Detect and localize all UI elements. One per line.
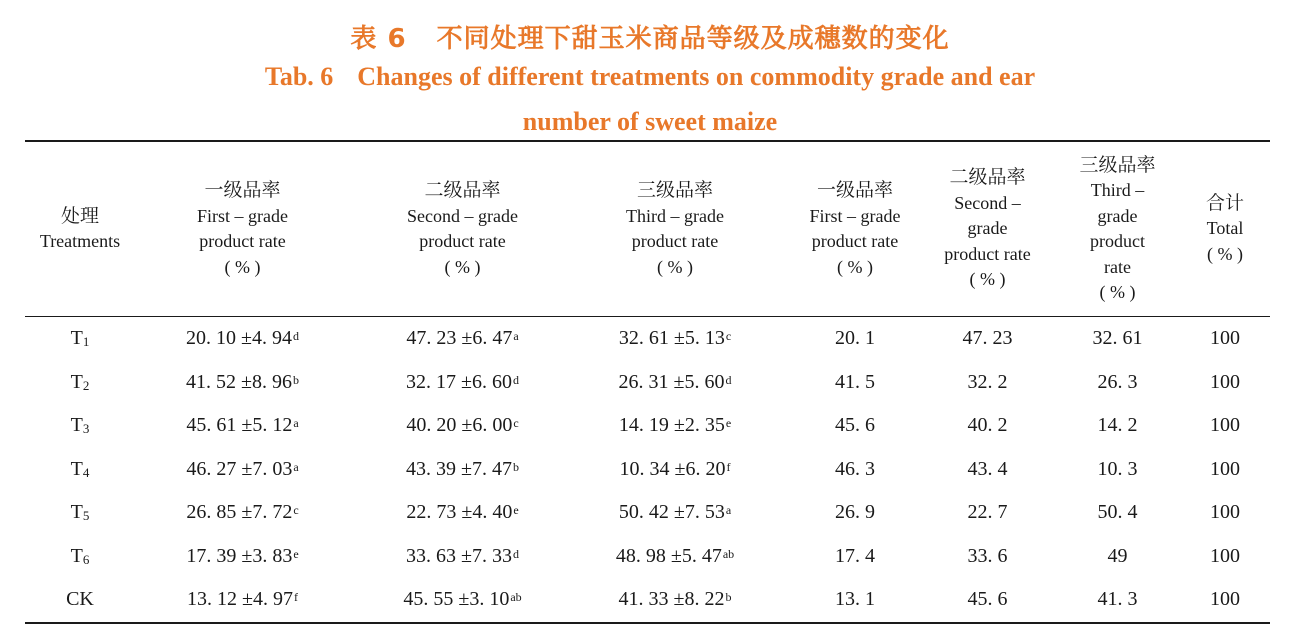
table-caption-en-1: Changes of different treatments on commodity grade and ear — [357, 62, 1036, 91]
header-first-grade-rate-mean — [775, 145, 935, 313]
cell-total: 100 — [1210, 457, 1240, 480]
cell-first-mean: 41. 5 — [835, 370, 875, 393]
header-total-cn: 合计 — [1205, 191, 1244, 214]
header-third-b-en3: product — [1090, 231, 1145, 251]
table-top-rule — [25, 140, 1270, 142]
header-second-en1: Second – grade — [407, 205, 518, 226]
cell-treatment: T $_6$ — [70, 544, 90, 567]
table-row — [0, 318, 1300, 358]
table-row — [0, 579, 1300, 619]
table-header-rule — [25, 316, 1270, 317]
header-first-cn: 一级品率 — [204, 179, 281, 201]
cell-total: 100 — [1210, 587, 1240, 610]
header-first-b-unit: ( % ) — [837, 256, 873, 277]
header-total — [1175, 145, 1275, 313]
cell-third-mean: 10. 3 — [1097, 457, 1138, 480]
table-title-en-line1 — [0, 62, 1300, 92]
header-third-en1: Third – grade — [626, 205, 724, 226]
cell-second-mean: 45. 6 — [967, 587, 1008, 610]
table-row — [0, 449, 1300, 489]
cell-total: 100 — [1210, 326, 1240, 349]
table-row — [0, 492, 1300, 532]
cell-first-rate: 20. 10 ±4. 94 $^d$ — [186, 326, 299, 349]
cell-total: 100 — [1210, 544, 1240, 567]
cell-treatment: T $_1$ — [70, 326, 90, 349]
cell-third-mean: 41. 3 — [1097, 587, 1138, 610]
header-first-grade-rate — [135, 145, 350, 313]
header-second-b-en2: grade — [967, 218, 1008, 239]
header-second-b-en1: Second – — [954, 192, 1021, 213]
header-first-b-cn: 一级品率 — [816, 179, 893, 201]
header-treatments-en: Treatments — [39, 231, 121, 251]
cell-third-mean: 49 — [1107, 544, 1128, 567]
cell-first-mean: 17. 4 — [835, 544, 875, 567]
cell-third-rate: 14. 19 ±2. 35 $^e$ — [618, 413, 732, 436]
cell-second-mean: 40. 2 — [967, 413, 1008, 436]
header-treatments-cn: 处理 — [60, 204, 99, 227]
header-third-b-cn: 三级品率 — [1079, 153, 1156, 176]
table-title-en-line2: number of sweet maize — [522, 107, 778, 136]
header-first-en2: product rate — [199, 231, 286, 251]
header-treatments — [25, 145, 135, 313]
cell-first-rate: 41. 52 ±8. 96 $^b$ — [186, 370, 299, 393]
cell-second-rate: 45. 55 ±3. 10 $^{ab}$ — [403, 587, 522, 610]
cell-treatment: CK — [66, 587, 94, 610]
cell-first-mean: 45. 6 — [835, 413, 875, 436]
cell-treatment: T $_3$ — [70, 413, 90, 436]
header-second-grade-rate-mean — [935, 145, 1040, 313]
cell-total: 100 — [1210, 500, 1240, 523]
header-third-grade-rate-mean — [1040, 145, 1195, 313]
header-third-cn: 三级品率 — [636, 179, 713, 201]
cell-first-rate: 45. 61 ±5. 12 $^a$ — [186, 413, 299, 436]
cell-total: 100 — [1210, 413, 1240, 436]
cell-third-mean: 32. 61 — [1092, 326, 1143, 349]
cell-second-rate: 33. 63 ±7. 33 $^d$ — [406, 544, 519, 567]
cell-third-rate: 50. 42 ±7. 53 $^a$ — [618, 500, 732, 523]
cell-second-mean: 43. 4 — [967, 457, 1008, 480]
header-second-cn: 二级品率 — [424, 179, 501, 201]
header-third-unit: ( % ) — [657, 256, 693, 277]
header-first-en1: First – grade — [197, 205, 288, 226]
cell-second-mean: 47. 23 — [962, 326, 1013, 349]
cell-treatment: T $_4$ — [70, 457, 90, 480]
cell-first-mean: 46. 3 — [835, 457, 875, 480]
header-third-b-en4: rate — [1104, 256, 1131, 277]
cell-third-mean: 50. 4 — [1097, 500, 1138, 523]
cell-second-mean: 33. 6 — [967, 544, 1008, 567]
cell-treatment: T $_2$ — [70, 370, 90, 393]
cell-second-mean: 32. 2 — [967, 370, 1008, 393]
cell-first-mean: 13. 1 — [835, 587, 875, 610]
header-first-b-en1: First – grade — [809, 205, 901, 226]
table-row — [0, 536, 1300, 576]
cell-third-rate: 10. 34 ±6. 20 $^f$ — [619, 457, 731, 480]
cell-total: 100 — [1210, 370, 1240, 393]
cell-second-rate: 32. 17 ±6. 60 $^d$ — [406, 370, 519, 393]
table-number-cn: 表 6 — [350, 24, 407, 54]
cell-second-mean: 22. 7 — [967, 500, 1008, 523]
header-second-en2: product rate — [419, 231, 506, 251]
header-first-b-en2: product rate — [811, 231, 899, 251]
cell-third-mean: 26. 3 — [1097, 370, 1138, 393]
cell-third-rate: 48. 98 ±5. 47 $^{ab}$ — [615, 544, 735, 567]
cell-treatment: T $_5$ — [70, 500, 90, 523]
table-bottom-rule — [25, 622, 1270, 624]
table-caption-cn: 不同处理下甜玉米商品等级及成穗数的变化 — [436, 24, 950, 54]
header-third-b-en2: grade — [1097, 205, 1138, 226]
table-title-cn — [0, 18, 1300, 55]
table-row — [0, 405, 1300, 445]
cell-first-rate: 26. 85 ±7. 72 $^c$ — [186, 500, 299, 523]
cell-first-rate: 13. 12 ±4. 97 $^f$ — [187, 587, 298, 610]
header-third-b-unit: ( % ) — [1099, 282, 1136, 302]
cell-second-rate: 47. 23 ±6. 47 $^a$ — [406, 326, 519, 349]
table-number-en: Tab. 6 — [264, 62, 334, 91]
header-third-b-en1: Third – — [1090, 180, 1145, 200]
header-second-b-cn: 二级品率 — [949, 166, 1026, 189]
header-second-grade-rate — [350, 145, 575, 313]
header-second-unit: ( % ) — [444, 256, 481, 277]
cell-third-rate: 26. 31 ±5. 60 $^d$ — [618, 370, 732, 393]
header-total-unit: ( % ) — [1207, 243, 1243, 264]
cell-third-rate: 41. 33 ±8. 22 $^b$ — [618, 587, 732, 610]
header-third-grade-rate — [575, 145, 775, 313]
cell-third-rate: 32. 61 ±5. 13 $^c$ — [618, 326, 732, 349]
cell-first-mean: 20. 1 — [835, 326, 875, 349]
cell-first-rate: 17. 39 ±3. 83 $^e$ — [186, 544, 299, 567]
cell-second-rate: 40. 20 ±6. 00 $^c$ — [406, 413, 519, 436]
table-row — [0, 362, 1300, 402]
header-total-en: Total — [1206, 218, 1244, 239]
cell-second-rate: 22. 73 ±4. 40 $^e$ — [406, 500, 519, 523]
cell-third-mean: 14. 2 — [1097, 413, 1138, 436]
header-third-en2: product rate — [631, 231, 719, 251]
cell-first-mean: 26. 9 — [835, 500, 875, 523]
header-second-b-en3: product rate — [944, 243, 1031, 264]
header-second-b-unit: ( % ) — [969, 269, 1006, 290]
cell-first-rate: 46. 27 ±7. 03 $^a$ — [186, 457, 299, 480]
header-first-unit: ( % ) — [224, 256, 261, 277]
cell-second-rate: 43. 39 ±7. 47 $^b$ — [406, 457, 519, 480]
